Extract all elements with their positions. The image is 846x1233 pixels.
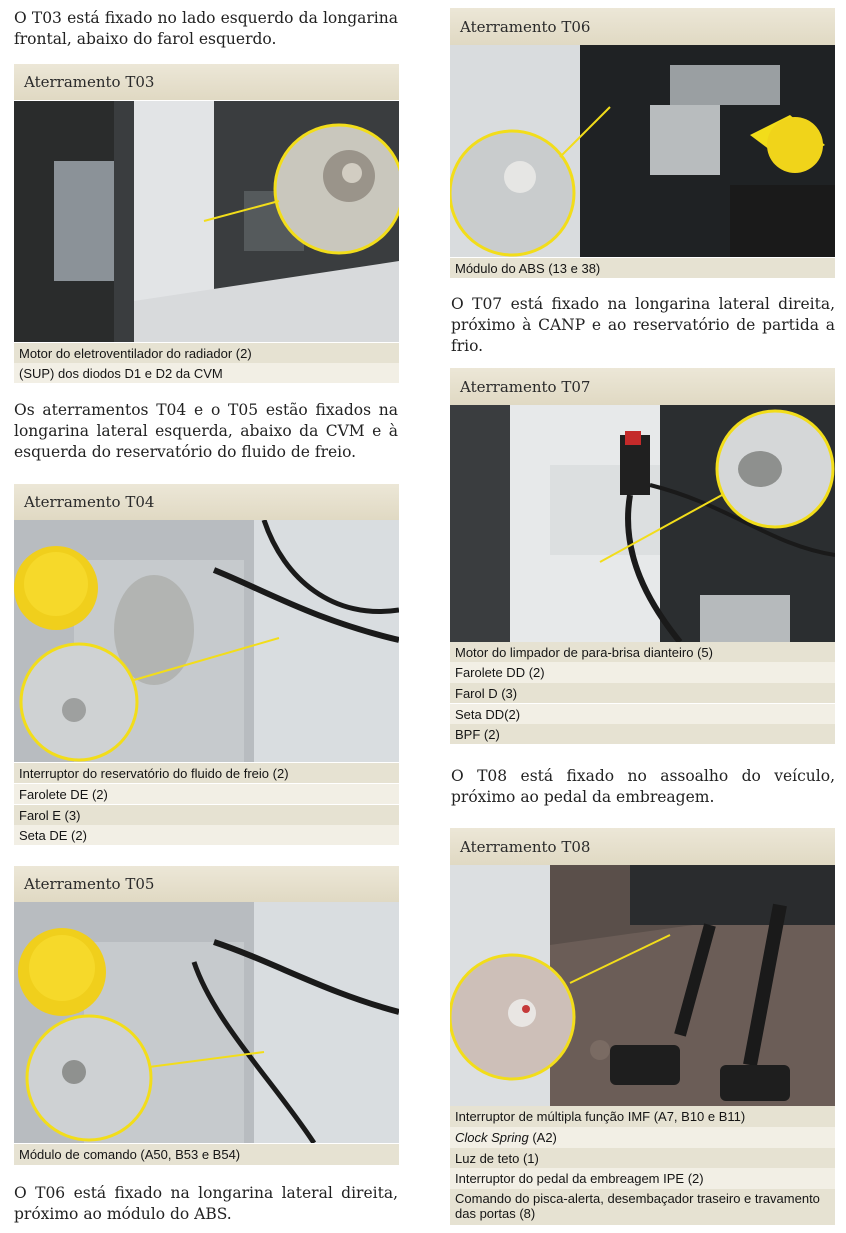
intro-t03: O T03 está fixado no lado esquerdo da longarina frontal, abaixo do farol esquerdo. [14, 9, 398, 48]
t08-item: Interruptor de múltipla função IMF (A7, B10 e B11) [450, 1106, 835, 1127]
t08-item: Comando do pisca-alerta, desembaçador traseiro e travamento das portas (8) [450, 1189, 835, 1225]
t08-item-rest: (A2) [528, 1130, 557, 1145]
intro-t04-t05: Os aterramentos T04 e o T05 estão fixados na longarina lateral esquerda, abaixo da CVM e à esquerda do reservatório do fluido de freio. [14, 401, 398, 461]
intro-t06: O T06 está fixado na longarina lateral direita, próximo ao módulo do ABS. [14, 1184, 398, 1223]
zoom-callout [27, 1016, 151, 1140]
t03-item: (SUP) dos diodos D1 e D2 da CVM [14, 363, 399, 383]
zoom-callout [450, 131, 574, 255]
t06-title: Aterramento T06 [450, 8, 835, 45]
t04-item: Farolete DE (2) [14, 784, 399, 804]
t08-item: Luz de teto (1) [450, 1148, 835, 1168]
t04-item: Interruptor do reservatório do fluido de freio (2) [14, 763, 399, 783]
t04-item: Farol E (3) [14, 805, 399, 825]
t08-item [450, 1127, 835, 1148]
t04-title: Aterramento T04 [14, 484, 399, 520]
t04-item: Seta DE (2) [14, 825, 399, 845]
t07-item: Farol D (3) [450, 683, 835, 703]
t06-photo [450, 45, 835, 257]
t07-photo [450, 405, 835, 642]
t03-photo [14, 101, 399, 342]
t08-title: Aterramento T08 [450, 828, 835, 865]
t05-title: Aterramento T05 [14, 866, 399, 902]
t08-item: Interruptor do pedal da embreagem IPE (2) [450, 1168, 835, 1189]
t03-title: Aterramento T03 [14, 64, 399, 100]
intro-t07: O T07 está fixado na longarina lateral direita, próximo à CANP e ao reservatório de partida a frio. [451, 295, 835, 355]
t07-item: Seta DD(2) [450, 704, 835, 724]
t07-title: Aterramento T07 [450, 368, 835, 405]
t04-photo [14, 520, 399, 762]
t08-item-italic: Clock Spring [455, 1130, 529, 1145]
t05-item: Módulo de comando (A50, B53 e B54) [14, 1144, 399, 1165]
t05-photo [14, 902, 399, 1143]
t06-item: Módulo do ABS (13 e 38) [450, 258, 835, 278]
intro-t08: O T08 está fixado no assoalho do veículo, próximo ao pedal da embreagem. [451, 767, 835, 806]
t03-item: Motor do eletroventilador do radiador (2) [14, 343, 399, 363]
t08-photo [450, 865, 835, 1106]
t07-item: BPF (2) [450, 724, 835, 744]
t07-item: Motor do limpador de para-brisa dianteiro (5) [450, 642, 835, 662]
t07-item: Farolete DD (2) [450, 662, 835, 683]
